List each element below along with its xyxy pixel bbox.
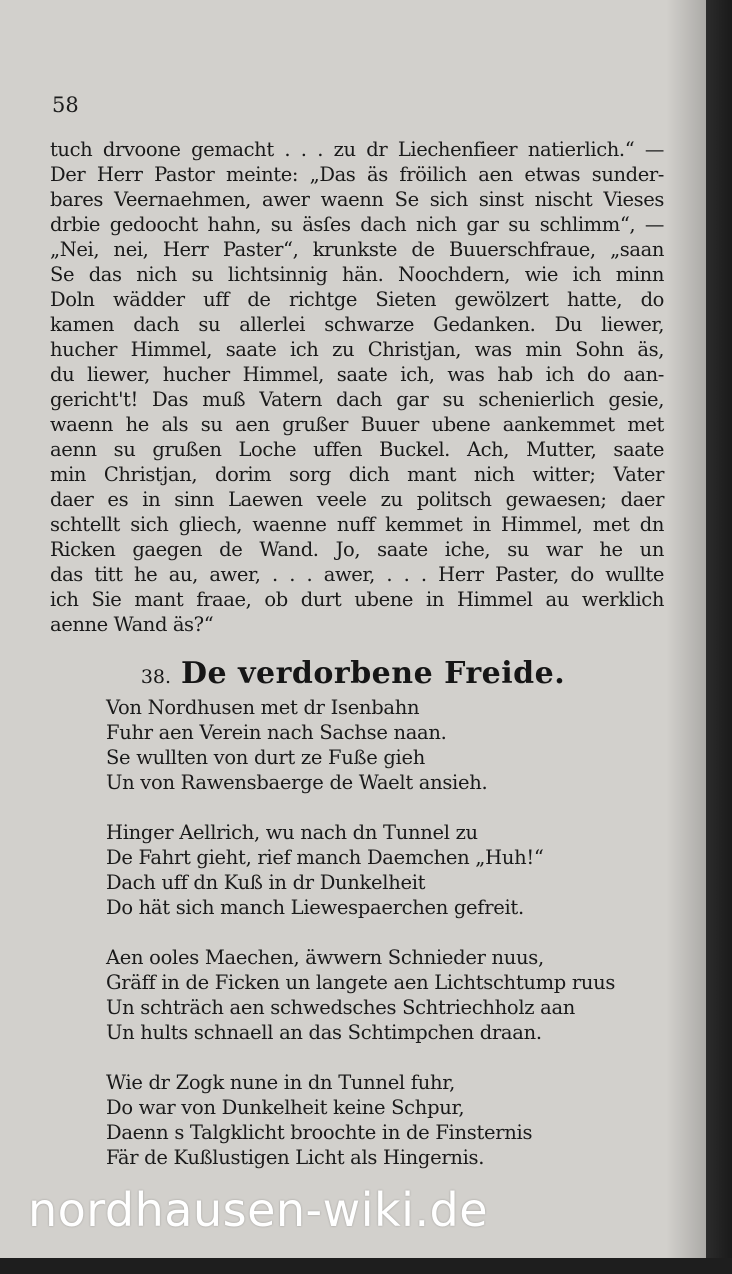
prose-line: Doln wädder uff de richtge Sieten gewölzert hatte, do [50,288,664,311]
verse-line: Do hät sich manch Liewespaerchen gefreit. [106,896,524,919]
watermark-text: nordhausen-wiki.de [28,1183,489,1237]
prose-line: das titt he au, awer, . . . awer, . . . Herr Paster, do wullte [50,563,664,586]
prose-line: Se das nich su lichtsinnig hän. Noochdern, wie ich minn [50,263,664,286]
prose-line: „Nei, nei, Herr Paster“, krunkste de Buuerschfraue, „saan [50,238,664,261]
page-number: 58 [52,93,79,117]
verse-line: De Fahrt gieht, rief manch Daemchen „Huh!“ [106,846,544,869]
verse-line: Un von Rawensbaerge de Waelt ansieh. [106,771,488,794]
verse-line: Fuhr aen Verein nach Sachse naan. [106,721,447,744]
poem-title: De verdorbene Freide. [181,656,566,691]
verse-line: Gräff in de Ficken un langete aen Lichtschtump ruus [106,971,616,994]
verse-line: Von Nordhusen met dr Isenbahn [106,696,420,719]
verse-line: Dach uff dn Kuß in dr Dunkelheit [106,871,426,894]
prose-line: Der Herr Pastor meinte: „Das äs fröilich aen etwas sunder- [50,163,664,186]
verse-line: Se wullten von durt ze Fuße gieh [106,746,425,769]
verse-line: Aen ooles Maechen, äwwern Schnieder nuus, [106,946,544,969]
prose-line: hucher Himmel, saate ich zu Christjan, was min Sohn äs, [50,338,664,361]
prose-line: Ricken gaegen de Wand. Jo, saate iche, su war he un [50,538,664,561]
prose-line: drbie gedoocht hahn, su äsſes dach nich gar su schlimm“, — [50,213,664,236]
poem-stanza [106,945,666,1045]
prose-line: du liewer, hucher Himmel, saate ich, was hab ich do aan- [50,363,664,386]
poem-stanza [106,1070,666,1170]
verse-line: Wie dr Zogk nune in dn Tunnel fuhr, [106,1071,455,1094]
verse-line: Un hults schnaell an das Schtimpchen draan. [106,1021,542,1044]
prose-line: daer es in sinn Laewen veele zu politsch gewaesen; daer [50,488,664,511]
poem-number: 38. [140,666,172,688]
verse-line: Un schträch aen schwedsches Schtriechholz aan [106,996,576,1019]
verse-line: Fär de Kußlustigen Licht als Hingernis. [106,1146,485,1169]
prose-line: bares Veernaehmen, awer waenn Se sich sinst nischt Vieses [50,188,664,211]
prose-line: ich Sie mant fraae, ob durt ubene in Himmel au werklich [50,588,664,611]
poem-stanza [106,820,666,920]
prose-line: schtellt sich gliech, waenne nuff kemmet in Himmel, met dn [50,513,664,536]
prose-line: aenne Wand äs?“ [50,613,214,636]
prose-line: aenn su grußen Loche uffen Buckel. Ach, Mutter, saate [50,438,664,461]
prose-line: min Christjan, dorim sorg dich mant nich witter; Vater [50,463,664,486]
prose-line: waenn he als su aen grußer Buuer ubene aankemmet met [50,413,664,436]
prose-line: kamen dach su allerlei schwarze Gedanken. Du liewer, [50,313,664,336]
page-gutter-shadow [666,0,706,1258]
scan-bottom-edge [0,1258,732,1274]
prose-block [50,137,664,637]
poem-heading [0,656,706,691]
book-spine-edge [706,0,732,1274]
poem-body [106,695,666,1195]
verse-line: Daenn s Talgklicht broochte in de Finsternis [106,1121,533,1144]
verse-line: Hinger Aellrich, wu nach dn Tunnel zu [106,821,478,844]
poem-stanza [106,695,666,795]
verse-line: Do war von Dunkelheit keine Schpur, [106,1096,465,1119]
prose-line: tuch drvoone gemacht . . . zu dr Liechenfieer natierlich.“ — [50,138,664,161]
prose-line: gericht't! Das muß Vatern dach gar su schenierlich gesie, [50,388,664,411]
